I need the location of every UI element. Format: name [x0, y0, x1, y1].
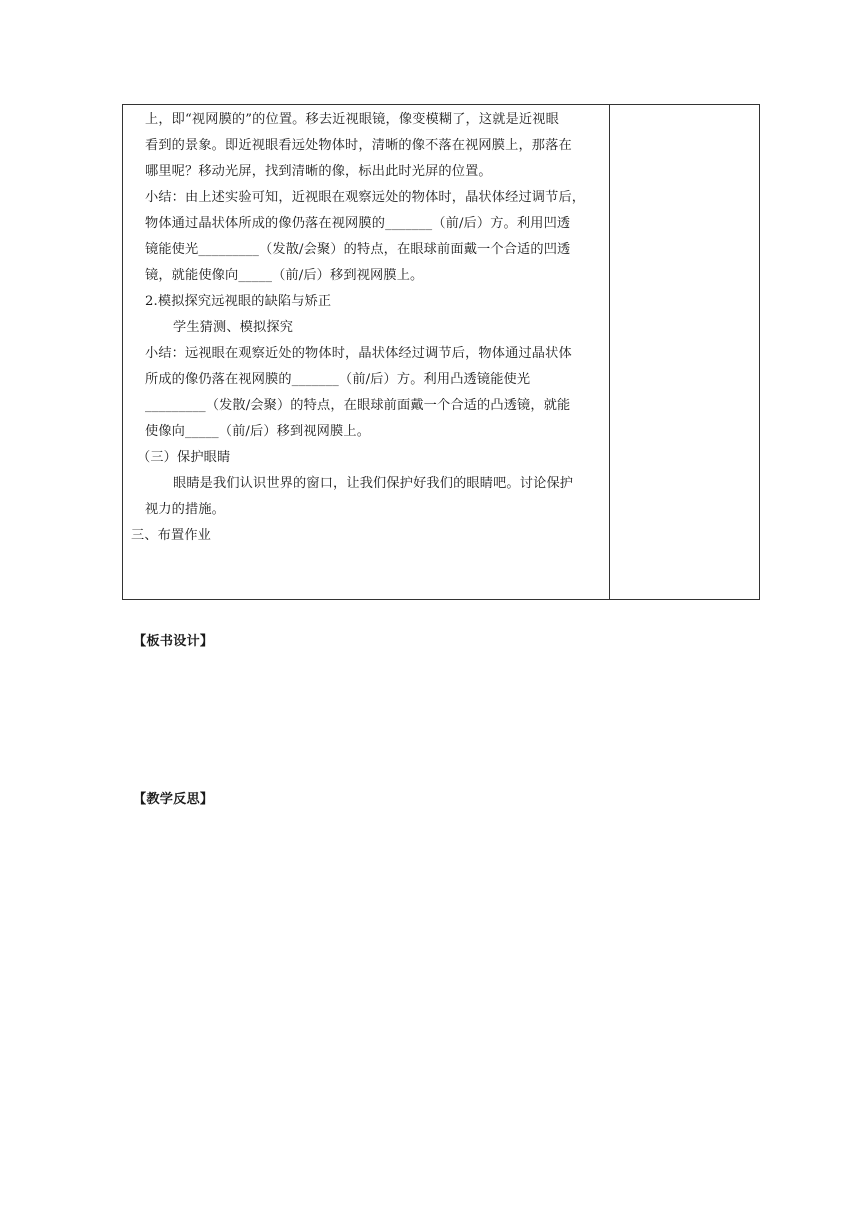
lesson-table [122, 104, 760, 600]
text-line: 上，即“视网膜的”的位置。移去近视眼镜，像变模糊了，这就是近视眼 [145, 112, 559, 127]
text-line: 眼睛是我们认识世界的窗口，让我们保护好我们的眼睛吧。讨论保护 [173, 476, 574, 491]
text-line: 物体通过晶状体所成的像仍落在视网膜的_______（前/后）方。利用凹透 [145, 216, 571, 231]
text-line: 视力的措施。 [145, 502, 226, 517]
text-line: 镜能使光_________（发散/会聚）的特点，在眼球前面戴一个合适的凹透 [145, 242, 571, 257]
text-line: 哪里呢？移动光屏，找到清晰的像，标出此时光屏的位置。 [145, 164, 492, 179]
text-line: 学生猜测、模拟探究 [173, 320, 294, 335]
teaching-reflection-heading: 【教学反思】 [133, 792, 214, 807]
lesson-content-cell [123, 105, 610, 599]
text-line: 所成的像仍落在视网膜的_______（前/后）方。利用凸透镜能使光 [145, 372, 531, 387]
text-line: _________（发散/会聚）的特点，在眼球前面戴一个合适的凸透镜，就能 [145, 398, 571, 413]
notes-cell [610, 105, 759, 599]
text-line: 看到的景象。即近视眼看远处物体时，清晰的像不落在视网膜上，那落在 [145, 138, 572, 153]
text-line: 小结：由上述实验可知，近视眼在观察远处的物体时，晶状体经过调节后， [145, 190, 586, 205]
text-line: 使像向_____（前/后）移到视网膜上。 [145, 424, 371, 439]
text-line: 镜，就能使像向_____（前/后）移到视网膜上。 [145, 268, 424, 283]
board-design-heading: 【板书设计】 [133, 634, 214, 649]
subsection-heading: （三）保护眼睛 [137, 450, 231, 465]
section-heading-homework: 三、布置作业 [131, 528, 212, 543]
subsection-heading: 2.模拟探究远视眼的缺陷与矫正 [145, 294, 332, 309]
text-line: 小结：远视眼在观察近处的物体时，晶状体经过调节后，物体通过晶状体 [145, 346, 572, 361]
